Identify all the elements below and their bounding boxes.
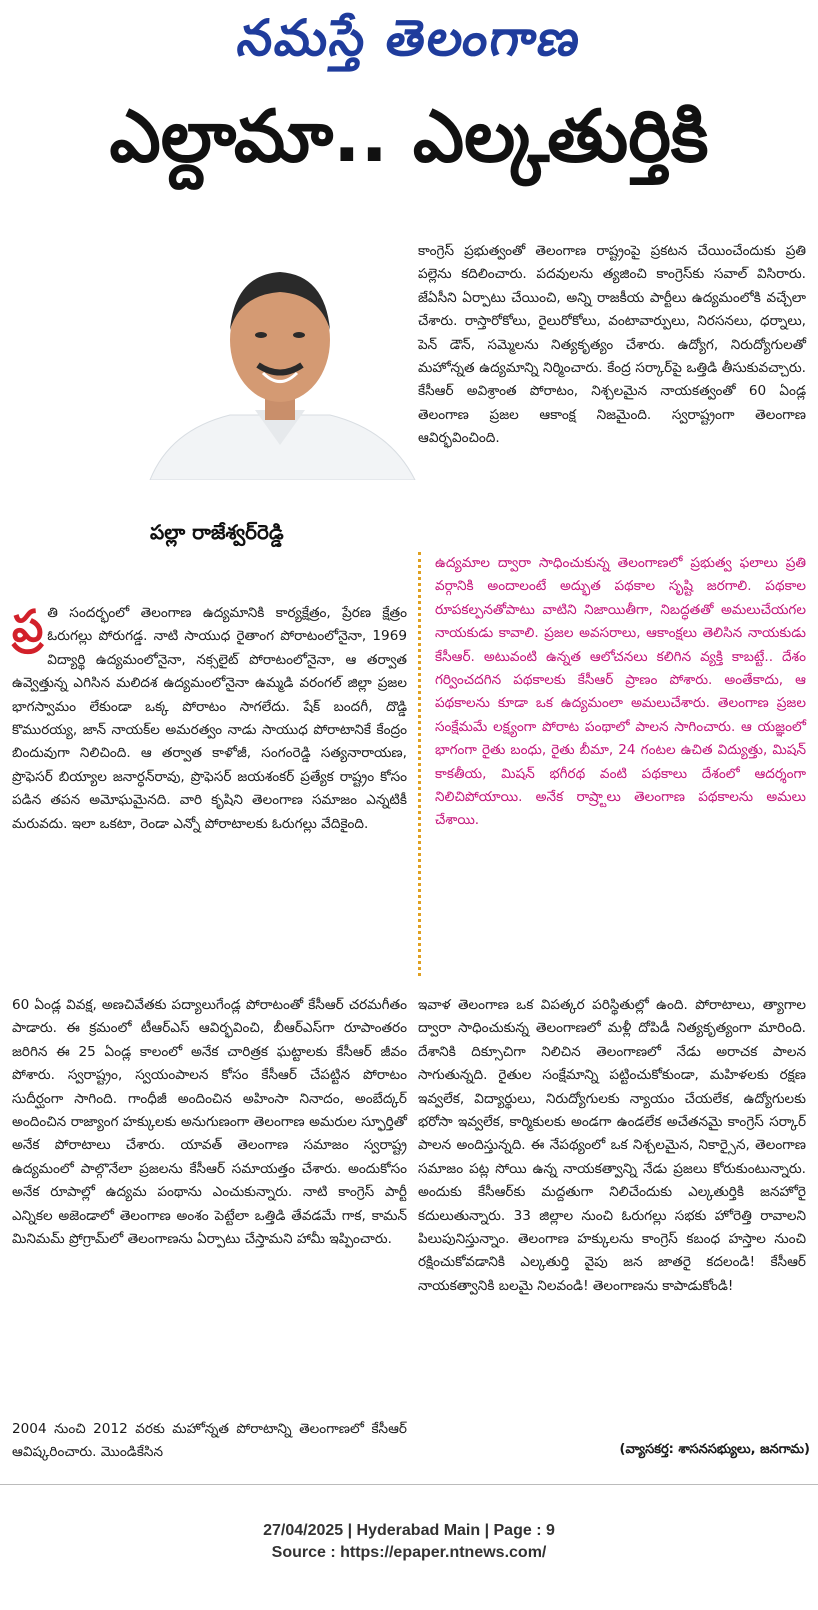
page-footer — [0, 1520, 818, 1564]
article-headline: ఎల్దామా.. ఎల్కతుర్తికి — [109, 94, 709, 178]
article-column-right-bottom — [418, 994, 806, 1320]
footer-source: Source : https://epaper.ntnews.com/ — [271, 1544, 547, 1561]
footer-date-edition: 27/04/2025 | Hyderabad Main | Page : 9 — [263, 1522, 555, 1539]
article-column-left-middle — [12, 994, 407, 1273]
author-photo — [130, 240, 430, 480]
article-column-right-top — [418, 240, 806, 473]
paragraph-text: తి సందర్భంలో తెలంగాణ ఉద్యమానికి కార్యక్షేత్రం, ప్రేరణ క్షేత్రం ఓరుగల్లు పోరుగడ్డ. నాటి సాయుధ రైతాంగ పోరాటంలోనైనా, 1969 విద్యార్థి ఉద్యమంలోనైనా, నక్సలైట్‌ పోరాటంలోనైనా, ఆ తర్వాత ఉవ్వెత్తున్న ఎగిసిన మలిదశ ఉద్యమంలోనైనా ఉమ్మడి వరంగల్‌ జిల్లా ప్రజల భాగస్వామం లేకుండా ఒక్క పోరాటం సాగలేదు. షేక్‌ బందగీ, దొడ్డి కొమురయ్య, జాన్‌ నాయక్‌ల అమరత్వం నాడు సాయుధ పోరాటానికే కేంద్రం బిందువుగా నిలిచింది. ఆ తర్వాత కాళోజీ, సంగంరెడ్డి సత్యనారాయణ, ప్రొఫెసర్‌ బియ్యాల జనార్ధన్‌రావు, ప్రొఫెసర్‌ జయశంకర్‌ ప్రత్యేక రాష్ట్రం కోసం పడిన తపన అమోఘమైనది. వారి కృషిని తెలంగాణ సమాజం ఎన్నటికీ మరువదు. ఇలా ఒకటా, రెండా ఎన్నో పోరాటాలకు ఓరుగల్లు వేదికైంది. — [12, 605, 407, 832]
pull-quote: ఉద్యమాల ద్వారా సాధించుకున్న తెలంగాణలో ప్రభుత్వ ఫలాలు ప్రతి వర్గానికి అందాలంటే అద్భుత పథకాల సృష్టి జరగాలి. పథకాల రూపకల్పనతోపాటు వాటిని నిజాయితీగా, నిబద్ధతతో అమలుచేయగల నాయకుడు కావాలి. ప్రజల అవసరాలు, ఆకాంక్షలు తెలిసిన నాయకుడు కేసీఆర్‌. అటువంటి ఉన్నత ఆలోచనలు కలిగిన వ్యక్తి కాబట్టే.. దేశం గర్వించదగిన పథకాలకు కేసీఆర్‌ ప్రాణం పోశారు. అంతేకాదు, ఆ పథకాలను కూడా ఒక ఉద్యమంలా అమలుచేశారు. తెలంగాణ ప్రజల సంక్షేమమే లక్ష్యంగా పోరాట పంథాలో పాలన సాగించారు. ఆ యజ్ఞంలో భాగంగా రైతు బంధు, రైతు బీమా, 24 గంటల ఉచిత విద్యుత్తు, మిషన్‌ కాకతీయ, మిషన్‌ భగీరథ వంటి పథకాలు దేశంలో ఆదర్శంగా నిలిచిపోయాయి. అనేక రాష్ర్టాలు తెలంగాణ పథకాలను అమలు చేశాయి. — [418, 552, 806, 976]
paragraph — [12, 602, 407, 836]
paragraph: 60 ఏండ్ల వివక్ష, అణచివేతకు పద్యాలుగేండ్ల పోరాటంతో కేసీఆర్‌ చరమగీతం పాడారు. ఈ క్రమంలో టీఆర్‌ఎస్‌ ఆవిర్భవించి, బీఆర్‌ఎస్‌గా రూపాంతరం జరిగిన ఈ 25 ఏండ్ల కాలంలో అనేక చారిత్రక ఘట్టాలకు కేసీఆర్‌ జీవం పోశారు. స్వరాష్ట్రం, స్వయంపాలన కోసం కేసీఆర్‌ చేపట్టిన పోరాటం సుదీర్ఘంగా సాగింది. గాంధీజీ అందించిన అహింసా నినాదం, అంబేద్కర్‌ అందించిన రాజ్యాంగ హక్కులకు అనుగుణంగా తెలంగాణ అమరుల స్ఫూర్తితో అనేక పోరాటాలు చేశారు. యావత్‌ తెలంగాణ సమాజం స్వరాష్ట్ర ఉద్యమంలో పాల్గొనేలా ప్రజలను కేసీఆర్‌ సమాయత్తం చేశారు. అందుకోసం అనేక రూపాల్లో ఉద్యమ పంథాను ఎంచుకున్నారు. నాటి కాంగ్రెస్‌ పార్టీ ఎన్నికల అజెండాలో తెలంగాణ అంశం పెట్టేలా ఒత్తిడి తేవడమే గాక, కామన్‌ మినిమమ్‌ ప్రోగ్రామ్‌లో తెలంగాణను ఏర్పాటు చేస్తామని హామీ ఇప్పించారు. — [12, 997, 407, 1248]
paragraph: కాంగ్రెస్‌ ప్రభుత్వంతో తెలంగాణ రాష్ట్రంపై ప్రకటన చేయించేందుకు ప్రతి పల్లెను కదిలించారు. పదవులను త్యజించి కాంగ్రెస్‌కు సవాల్‌ విసిరారు. జేఏసీని ఏర్పాటు చేయించి, అన్ని రాజకీయ పార్టీలు ఉద్యమంలోకి వచ్చేలా చేశారు. రాస్తారోకోలు, రైలురోకోలు, వంటావార్పులు, నిరసనలు, ధర్నాలు, పెన్‌ డౌన్‌, సమ్మెలను నిత్యకృత్యం చేశారు. ఉద్యోగ, నిరుద్యోగులతో మహోన్నత ఉద్యమాన్ని నిర్మించారు. కేంద్ర సర్కార్‌పై ఒత్తిడి తీసుకువచ్చారు. కేసీఆర్‌ అవిశ్రాంత పోరాటం, నిశ్చలమైన నాయకత్వంతో 60 ఏండ్ల తెలంగాణ ప్రజల ఆకాంక్ష నిజమైంది. స్వరాష్ట్రంగా తెలంగాణ ఆవిర్భవించింది. — [418, 243, 806, 447]
paragraph: ఇవాళ తెలంగాణ ఒక విపత్కర పరిస్థితుల్లో ఉంది. పోరాటాలు, త్యాగాల ద్వారా సాధించుకున్న తెలంగాణలో మళ్లీ దోపిడీ నిత్యకృత్యంగా మారింది. దేశానికి దిక్సూచిగా నిలిచిన తెలంగాణలో నేడు అరాచక పాలన సాగుతున్నది. రైతుల సంక్షేమాన్ని పట్టించుకోకుండా, మహిళలకు రక్షణ ఇవ్వలేక, విద్యార్థులు, నిరుద్యోగులకు న్యాయం చేయలేక, ఉద్యోగులకు భరోసా ఇవ్వలేక, కార్మికులకు అండగా ఉండలేక అచేతనమై కాంగ్రెస్‌ సర్కార్‌ పాలన అందిస్తున్నది. ఈ నేపథ్యంలో ఒక నిశ్చలమైన, నికార్సైన, తెలంగాణ సమాజం పట్ల సోయి ఉన్న నాయకత్వాన్ని నేడు ప్రజలు కోరుకుంటున్నారు. అందుకు కేసీఆర్‌కు మద్దతుగా నిలిచేందుకు ఎల్కతుర్తికి జనహోరై కదులుతున్నారు. 33 జిల్లాల నుంచి ఓరుగల్లు సభకు హోరెత్తి రావాలని పిలుపునిస్తున్నాం. తెలంగాణ హక్కులను కాంగ్రెస్‌ కబంధ హస్తాల నుంచి రక్షించుకోవడానికి ఎల్కతుర్తి వైపు జన జాతరై కదలండి! కేసీఆర్‌ నాయకత్వానికి బలమై నిలవండి! తెలంగాణను కాపాడుకోండి! — [418, 997, 806, 1294]
author-byline: పల్లా రాజేశ్వర్‌రెడ్డి — [150, 520, 284, 544]
author-credit: (వ్యాసకర్త: శాసనసభ్యులు, జనగామ) — [619, 1442, 810, 1457]
drop-cap: ప్ర — [12, 601, 44, 652]
footer-divider — [0, 1484, 818, 1485]
article-column-left-top — [12, 602, 407, 858]
article-column-left-bottom — [12, 1418, 407, 1487]
author-portrait-image — [130, 240, 430, 480]
paragraph: 2004 నుంచి 2012 వరకు మహోన్నత పోరాటాన్ని తెలంగాణలో కేసీఆర్‌ ఆవిష్కరించారు. మొండికేసిన — [12, 1421, 407, 1461]
newspaper-masthead: నమస్తే తెలంగాణ — [233, 8, 586, 67]
